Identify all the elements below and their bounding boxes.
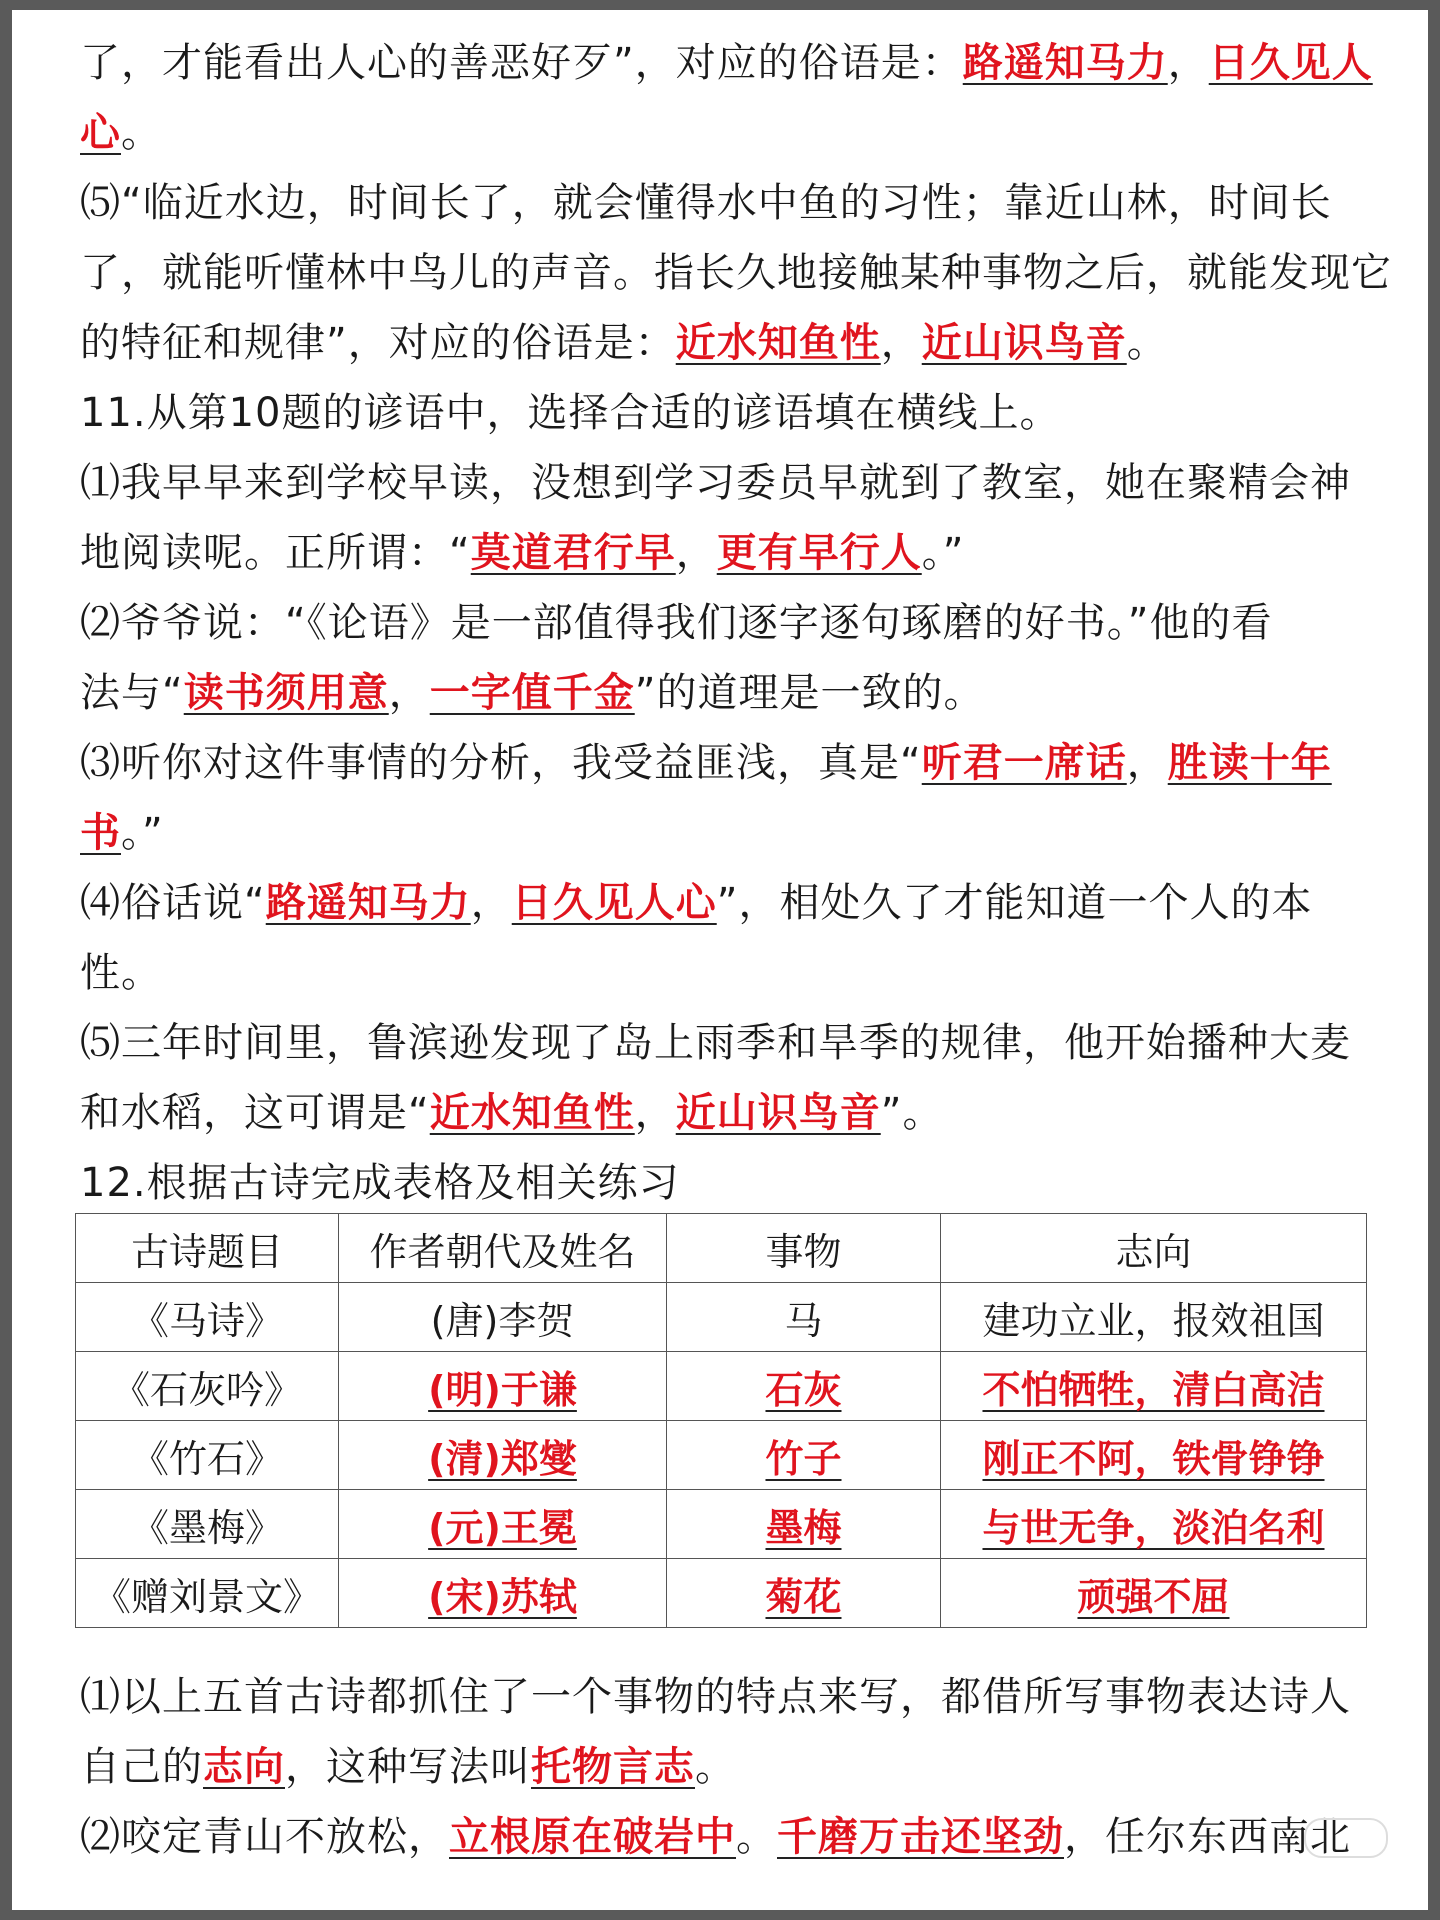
- answer-text: 莫道君行早: [470, 530, 676, 576]
- answer-text: (清)郑燮: [428, 1436, 577, 1481]
- table-cell: 《赠刘景文》: [76, 1559, 339, 1628]
- table-answer-cell: [941, 1559, 1367, 1628]
- line-text: 性。: [80, 950, 162, 996]
- table-answer-cell: [667, 1421, 941, 1490]
- line-text: ⑵咬定青山不放松，: [80, 1814, 449, 1860]
- text-line: [80, 308, 1380, 378]
- answer-text: 书: [80, 810, 121, 856]
- table-row: [76, 1352, 1367, 1421]
- table-row: [76, 1421, 1367, 1490]
- poem-table: [75, 1213, 1367, 1628]
- table-answer-cell: [667, 1352, 941, 1421]
- answer-text: 路遥知马力: [265, 880, 471, 926]
- answer-text: 胜读十年: [1167, 740, 1332, 786]
- line-text: ，: [1126, 740, 1168, 786]
- line-text: 法与“: [80, 670, 184, 716]
- table-answer-cell: [941, 1490, 1367, 1559]
- text-line: [80, 1802, 1380, 1872]
- table-answer-cell: [667, 1490, 941, 1559]
- answer-text: 近山识鸟音: [921, 320, 1127, 366]
- answer-text: 志向: [203, 1744, 285, 1790]
- table-header-row: [76, 1214, 1367, 1283]
- table-answer-cell: [339, 1421, 667, 1490]
- line-text: ，: [675, 530, 717, 576]
- line-text: 自己的: [80, 1744, 203, 1790]
- answer-text: 听君一席话: [921, 740, 1127, 786]
- answer-text: 不怕牺牲，清白高洁: [982, 1367, 1325, 1412]
- table-cell: (唐)李贺: [339, 1283, 667, 1352]
- line-text: 。: [1126, 320, 1168, 366]
- text-block-top: [80, 28, 1392, 1218]
- table-header-cell: 作者朝代及姓名: [339, 1214, 667, 1283]
- answer-text: (明)于谦: [428, 1367, 577, 1412]
- answer-text: 近水知鱼性: [675, 320, 881, 366]
- answer-text: 路遥知马力: [962, 40, 1168, 86]
- table-cell: 《竹石》: [76, 1421, 339, 1490]
- table-cell: 《马诗》: [76, 1283, 339, 1352]
- text-line: [80, 1078, 1380, 1148]
- line-text: ”。: [880, 1090, 944, 1136]
- line-text: 11.从第10题的谚语中，选择合适的谚语填在横线上。: [80, 390, 1061, 436]
- table-answer-cell: [339, 1352, 667, 1421]
- text-line: [80, 378, 1380, 448]
- answer-text: (宋)苏轼: [428, 1574, 577, 1619]
- table-header-cell: 古诗题目: [76, 1214, 339, 1283]
- text-block-bottom: [80, 1662, 1380, 1872]
- text-line: [80, 1148, 1380, 1218]
- table-answer-cell: [339, 1559, 667, 1628]
- line-text: ⑶听你对这件事情的分析，我受益匪浅，真是“: [80, 740, 922, 786]
- table-cell: 建功立业，报效祖国: [941, 1283, 1367, 1352]
- answer-text: 一字值千金: [429, 670, 635, 716]
- text-line: [80, 868, 1380, 938]
- answer-text: 日久见人: [1208, 40, 1373, 86]
- text-line: [80, 238, 1392, 308]
- line-text: 12.根据古诗完成表格及相关练习: [80, 1160, 680, 1206]
- answer-text: 顽强不屈: [1077, 1574, 1230, 1619]
- line-text: ，: [470, 880, 512, 926]
- answer-text: 近山识鸟音: [675, 1090, 881, 1136]
- table-answer-cell: [667, 1559, 941, 1628]
- line-text: ⑸“临近水边，时间长了，就会懂得水中鱼的习性；靠近山林，时间长: [80, 180, 1332, 226]
- answer-text: (元)王冕: [428, 1505, 577, 1550]
- text-line: [80, 28, 1380, 98]
- text-line: [80, 98, 1380, 168]
- table-row: [76, 1559, 1367, 1628]
- line-text: 地阅读呢。正所谓：“: [80, 530, 471, 576]
- document-page: [12, 10, 1428, 1910]
- answer-text: 竹子: [765, 1436, 842, 1481]
- text-line: [80, 728, 1380, 798]
- answer-text: 菊花: [765, 1574, 842, 1619]
- answer-text: 与世无争，淡泊名利: [982, 1505, 1325, 1550]
- table-cell: 马: [667, 1283, 941, 1352]
- line-text: 。: [736, 1814, 777, 1860]
- answer-text: 刚正不阿，铁骨铮铮: [982, 1436, 1325, 1481]
- line-text: ⑴我早早来到学校早读，没想到学习委员早就到了教室，她在聚精会神: [80, 460, 1351, 506]
- text-line: [80, 448, 1380, 518]
- answer-text: 日久见人心: [511, 880, 717, 926]
- table-answer-cell: [339, 1490, 667, 1559]
- line-text: 。: [695, 1744, 736, 1790]
- answer-text: 读书须用意: [183, 670, 389, 716]
- line-text: 的特征和规律”，对应的俗语是：: [80, 320, 676, 366]
- line-text: ⑵爷爷说：“《论语》是一部值得我们逐字逐句琢磨的好书。”他的看: [80, 600, 1273, 646]
- line-text: ，: [880, 320, 922, 366]
- line-text: 。”: [121, 810, 164, 856]
- text-line: [80, 1732, 1380, 1802]
- table-answer-cell: [941, 1352, 1367, 1421]
- line-text: ⑴以上五首古诗都抓住了一个事物的特点来写，都借所写事物表达诗人: [80, 1674, 1351, 1720]
- line-text: ⑸三年时间里，鲁滨逊发现了岛上雨季和旱季的规律，他开始播种大麦: [80, 1020, 1351, 1066]
- watermark-logo: [1304, 1818, 1388, 1858]
- line-text: ，: [1167, 40, 1209, 86]
- table-answer-cell: [941, 1421, 1367, 1490]
- table-header-cell: 事物: [667, 1214, 941, 1283]
- line-text: 了，就能听懂林中鸟儿的声音。指长久地接触某种事物之后，就能发现它: [80, 250, 1392, 296]
- line-text: ⑷俗话说“: [80, 880, 266, 926]
- text-line: [80, 1008, 1380, 1078]
- line-text: 和水稻，这可谓是“: [80, 1090, 430, 1136]
- line-text: ”的道理是一致的。: [634, 670, 985, 716]
- text-line: [80, 938, 1380, 1008]
- answer-text: 更有早行人: [716, 530, 922, 576]
- line-text: 。: [121, 110, 162, 156]
- answer-text: 近水知鱼性: [429, 1090, 635, 1136]
- line-text: ，这种写法叫: [285, 1744, 531, 1790]
- text-line: [80, 168, 1380, 238]
- text-line: [80, 658, 1380, 728]
- answer-text: 心: [80, 110, 121, 156]
- text-line: [80, 518, 1380, 588]
- line-text: ，: [388, 670, 430, 716]
- table-cell: 《石灰吟》: [76, 1352, 339, 1421]
- answer-text: 立根原在破岩中: [449, 1814, 736, 1860]
- line-text: ”，相处久了才能知道一个人的本: [716, 880, 1313, 926]
- line-text: ，: [634, 1090, 676, 1136]
- table-row: [76, 1283, 1367, 1352]
- line-text: ，任尔东西南北: [1064, 1814, 1351, 1860]
- table-row: [76, 1490, 1367, 1559]
- text-line: [80, 588, 1380, 658]
- text-line: [80, 798, 1380, 868]
- line-text: 了，才能看出人心的善恶好歹”，对应的俗语是：: [80, 40, 963, 86]
- text-line: [80, 1662, 1380, 1732]
- answer-text: 石灰: [765, 1367, 842, 1412]
- answer-text: 托物言志: [531, 1744, 695, 1790]
- table-header-cell: 志向: [941, 1214, 1367, 1283]
- answer-text: 墨梅: [765, 1505, 842, 1550]
- table-cell: 《墨梅》: [76, 1490, 339, 1559]
- answer-text: 千磨万击还坚劲: [777, 1814, 1064, 1860]
- line-text: 。”: [921, 530, 965, 576]
